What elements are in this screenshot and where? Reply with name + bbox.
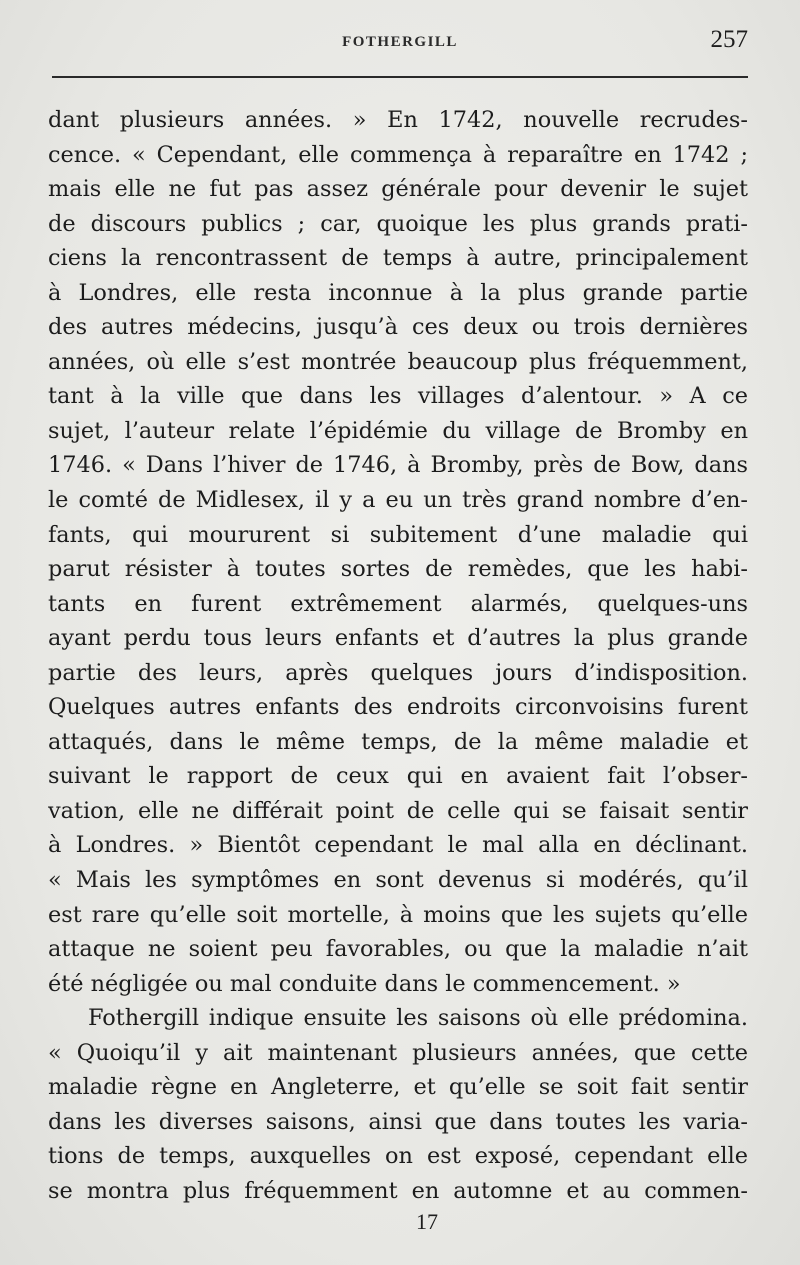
body-text	[48, 103, 748, 1209]
text-line: suivant le rapport de ceux qui en avaient fait l’obser-	[48, 763, 748, 790]
text-line: cence. « Cependant, elle commença à reparaître en 1742 ;	[48, 141, 748, 168]
text-line: sujet, l’auteur relate l’épidémie du village de Bromby en	[48, 417, 748, 444]
signature-mark: 17	[416, 1209, 438, 1234]
text-line: le comté de Midlesex, il y a eu un très grand nombre d’en-	[48, 487, 748, 514]
text-line: à Londres. » Bientôt cependant le mal alla en déclinant.	[48, 832, 748, 859]
text-line: tants en furent extrêmement alarmés, quelques-uns	[48, 590, 748, 617]
text-line: Fothergill indique ensuite les saisons où elle prédomina.	[88, 1005, 748, 1032]
text-line: « Mais les symptômes en sont devenus si modérés, qu’il	[48, 867, 748, 894]
text-line: été négligée ou mal conduite dans le commencement. »	[48, 970, 681, 997]
text-line: vation, elle ne différait point de celle qui se faisait sentir	[48, 797, 748, 824]
text-line: dant plusieurs années. » En 1742, nouvelle recrudes-	[48, 107, 748, 133]
text-line: 1746. « Dans l’hiver de 1746, à Bromby, près de Bow, dans	[48, 452, 748, 479]
header-rule	[52, 76, 748, 78]
text-line: fants, qui moururent si subitement d’une maladie qui	[48, 521, 748, 548]
text-line: mais elle ne fut pas assez générale pour devenir le sujet	[48, 176, 748, 203]
text-line: maladie règne en Angleterre, et qu’elle se soit fait sentir	[48, 1074, 748, 1101]
text-line: de discours publics ; car, quoique les plus grands prati-	[48, 210, 748, 237]
text-line: parut résister à toutes sortes de remèdes, que les habi-	[48, 556, 748, 583]
running-title: FOTHERGILL	[342, 34, 458, 50]
text-line: dans les diverses saisons, ainsi que dans toutes les varia-	[48, 1108, 748, 1135]
running-head	[0, 26, 800, 60]
text-line: des autres médecins, jusqu’à ces deux ou trois dernières	[48, 314, 748, 341]
text-line: « Quoiqu’il y ait maintenant plusieurs années, que cette	[48, 1039, 748, 1066]
text-line: tant à la ville que dans les villages d’alentour. » A ce	[48, 383, 748, 410]
text-line: années, où elle s’est montrée beaucoup plus fréquemment,	[48, 348, 748, 375]
text-line: se montra plus fréquemment en automne et au commen-	[48, 1177, 748, 1204]
text-line: attaqués, dans le même temps, de la même maladie et	[48, 728, 748, 755]
text-line: attaque ne soient peu favorables, ou que la maladie n’ait	[48, 936, 748, 963]
text-line: à Londres, elle resta inconnue à la plus grande partie	[48, 279, 748, 306]
text-line: ayant perdu tous leurs enfants et d’autres la plus grande	[48, 625, 748, 652]
page-number: 257	[710, 26, 748, 53]
text-line: est rare qu’elle soit mortelle, à moins que les sujets qu’elle	[48, 901, 748, 928]
text-line: tions de temps, auxquelles on est exposé, cependant elle	[48, 1143, 748, 1170]
text-line: ciens la rencontrassent de temps à autre, principalement	[48, 245, 748, 272]
text-line: Quelques autres enfants des endroits circonvoisins furent	[48, 694, 748, 721]
text-line: partie des leurs, après quelques jours d’indisposition.	[48, 659, 748, 686]
